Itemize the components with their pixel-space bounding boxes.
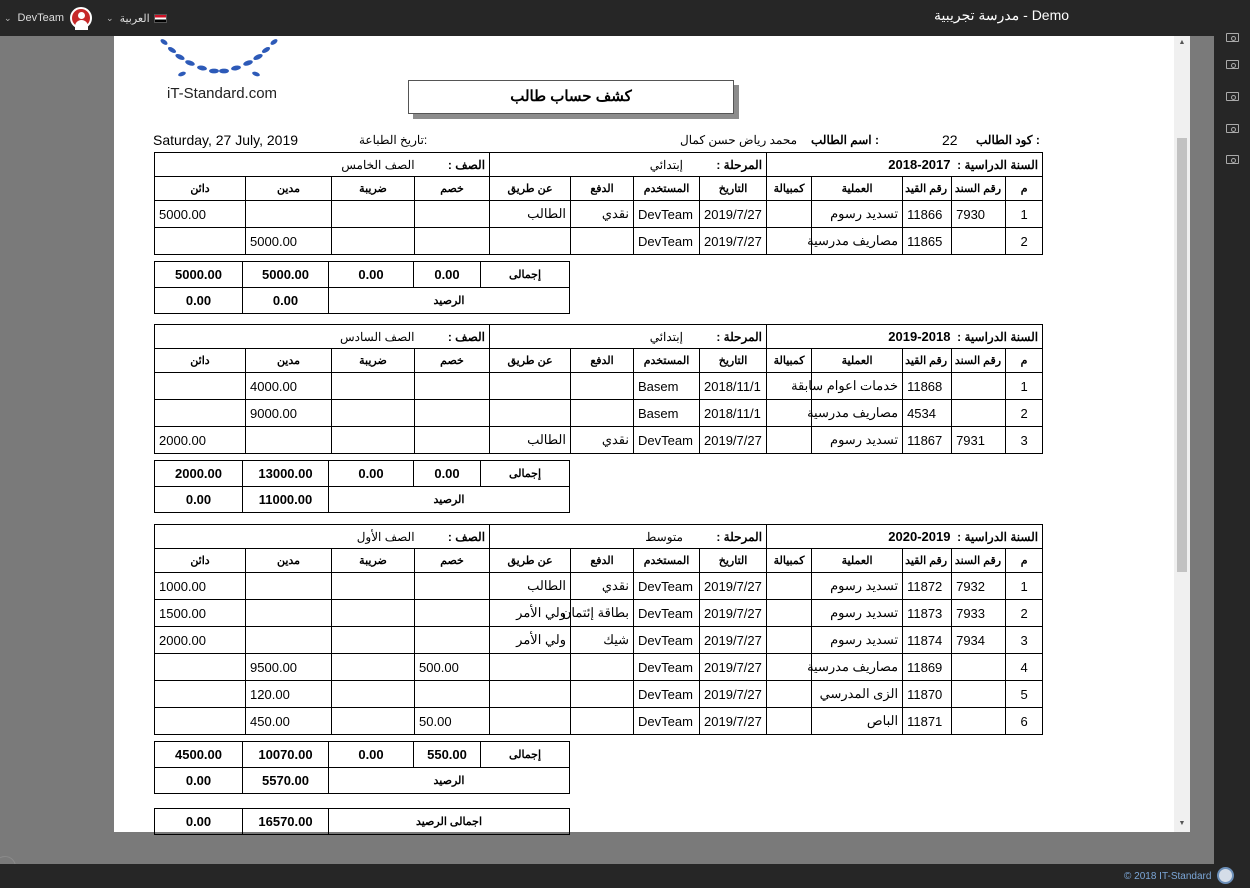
column-header-user: المستخدم	[634, 177, 700, 201]
language-chevron-icon[interactable]: ⌄	[106, 12, 114, 23]
column-header-via: عن طريق	[490, 549, 571, 573]
cell-op: تسديد رسوم	[812, 573, 903, 600]
money-icon[interactable]	[1226, 124, 1239, 133]
cell-bond: 7932	[952, 573, 1006, 600]
cell-date: 2019/7/27	[700, 681, 767, 708]
cell-entry: 11865	[903, 228, 952, 255]
table-row	[155, 654, 1043, 681]
total-debit: 13000.00	[243, 461, 329, 487]
cell-user: DevTeam	[634, 627, 700, 654]
total-credit: 4500.00	[155, 742, 243, 768]
scrollbar-thumb[interactable]	[1177, 138, 1187, 572]
cell-disc	[415, 373, 490, 400]
cell-date: 2019/7/27	[700, 201, 767, 228]
column-header-date: التاريخ	[700, 349, 767, 373]
report-page	[114, 36, 1174, 832]
user-menu-chevron-icon[interactable]: ⌄	[4, 12, 12, 23]
cell-via	[490, 400, 571, 427]
column-header-via: عن طريق	[490, 349, 571, 373]
year-label: السنة الدراسية :	[957, 530, 1039, 544]
balance-credit: 0.00	[155, 768, 243, 794]
cell-debit: 9000.00	[246, 400, 332, 427]
balance-credit: 0.00	[155, 487, 243, 513]
company-logo-icon	[1217, 867, 1234, 884]
cell-via	[490, 654, 571, 681]
table-row	[155, 373, 1043, 400]
cell-via: الطالب	[490, 573, 571, 600]
cell-bond	[952, 681, 1006, 708]
grade-value: الصف الأول	[356, 529, 415, 544]
table-row	[155, 400, 1043, 427]
cell-tax	[332, 228, 415, 255]
cell-bill	[767, 228, 812, 255]
money-icon[interactable]	[1226, 155, 1239, 164]
total-debit: 5000.00	[243, 262, 329, 288]
cell-bond: 7930	[952, 201, 1006, 228]
cell-m: 6	[1006, 708, 1043, 735]
cell-credit: 1500.00	[155, 600, 246, 627]
cell-via	[490, 681, 571, 708]
total-discount: 550.00	[414, 742, 481, 768]
cell-user: DevTeam	[634, 201, 700, 228]
balance-label: الرصيد	[329, 288, 570, 314]
cell-pay	[571, 373, 634, 400]
table-row	[155, 708, 1043, 735]
stage-value: متوسط	[645, 529, 683, 544]
cell-disc	[415, 228, 490, 255]
cell-date: 2019/7/27	[700, 600, 767, 627]
table-row	[155, 627, 1043, 654]
column-header-bond: رقم السند	[952, 349, 1006, 373]
cell-m: 3	[1006, 627, 1043, 654]
cell-date: 2019/7/27	[700, 228, 767, 255]
column-header-row	[155, 549, 1043, 573]
grade-value: الصف السادس	[340, 329, 415, 344]
column-header-user: المستخدم	[634, 349, 700, 373]
print-date-label: تاريخ الطباعة:	[359, 133, 428, 147]
total-tax: 0.00	[329, 262, 414, 288]
cell-user: DevTeam	[634, 228, 700, 255]
column-header-credit: دائن	[155, 549, 246, 573]
cell-debit: 5000.00	[246, 228, 332, 255]
cell-credit: 1000.00	[155, 573, 246, 600]
cell-bond: 7934	[952, 627, 1006, 654]
cell-user: DevTeam	[634, 600, 700, 627]
cell-debit	[246, 427, 332, 454]
year-section-table	[154, 152, 1043, 255]
cell-via: الطالب	[490, 427, 571, 454]
user-area	[4, 0, 167, 36]
cell-tax	[332, 201, 415, 228]
cell-entry: 4534	[903, 400, 952, 427]
cell-debit: 9500.00	[246, 654, 332, 681]
cell-date: 2019/7/27	[700, 654, 767, 681]
year-value: 2017-2018	[888, 157, 951, 172]
totals-row	[155, 262, 570, 288]
section-summary-table	[154, 460, 570, 513]
cell-pay	[571, 708, 634, 735]
cell-pay: شيك	[571, 627, 634, 654]
column-header-disc: خصم	[415, 177, 490, 201]
cell-debit: 4000.00	[246, 373, 332, 400]
cell-bond	[952, 400, 1006, 427]
cell-date: 2019/7/27	[700, 627, 767, 654]
cell-tax	[332, 573, 415, 600]
column-header-m: م	[1006, 349, 1043, 373]
money-icon[interactable]	[1226, 60, 1239, 69]
cell-user: DevTeam	[634, 427, 700, 454]
balance-credit: 0.00	[155, 288, 243, 314]
column-header-pay: الدفع	[571, 549, 634, 573]
balance-row	[155, 487, 570, 513]
cell-bill	[767, 201, 812, 228]
grand-total-credit: 0.00	[155, 809, 243, 835]
cell-tax	[332, 373, 415, 400]
balance-label: الرصيد	[329, 768, 570, 794]
balance-label: الرصيد	[329, 487, 570, 513]
print-date: Saturday, 27 July, 2019	[153, 132, 299, 148]
student-name: محمد رياض حسن كمال	[680, 133, 797, 147]
balance-debit: 5570.00	[243, 768, 329, 794]
cell-pay	[571, 400, 634, 427]
grade-cell	[155, 153, 490, 177]
grand-total-table	[154, 808, 570, 835]
cell-m: 4	[1006, 654, 1043, 681]
year-label: السنة الدراسية :	[957, 330, 1039, 344]
scroll-down-arrow-icon[interactable]: ▼	[1178, 820, 1186, 827]
cell-via: الطالب	[490, 201, 571, 228]
column-header-row	[155, 349, 1043, 373]
cell-via	[490, 228, 571, 255]
cell-bill	[767, 427, 812, 454]
cell-op: مصاريف مدرسية	[812, 400, 903, 427]
column-header-m: م	[1006, 549, 1043, 573]
totals-row	[155, 461, 570, 487]
right-side-panel	[1214, 36, 1250, 864]
cell-tax	[332, 681, 415, 708]
year-value: 2019-2020	[888, 529, 951, 544]
stage-value: إبتدائي	[649, 157, 683, 172]
cell-user: Basem	[634, 373, 700, 400]
cell-bill	[767, 654, 812, 681]
column-header-disc: خصم	[415, 349, 490, 373]
section-info-row	[155, 325, 1043, 349]
cell-entry: 11866	[903, 201, 952, 228]
column-header-debit: مدين	[246, 349, 332, 373]
cell-m: 3	[1006, 427, 1043, 454]
totals-row	[155, 742, 570, 768]
cell-user: DevTeam	[634, 573, 700, 600]
student-name-label: اسم الطالب :	[811, 133, 879, 147]
cell-entry: 11868	[903, 373, 952, 400]
vertical-scrollbar[interactable]	[1174, 36, 1190, 832]
cell-op: تسديد رسوم	[812, 600, 903, 627]
table-row	[155, 600, 1043, 627]
cell-user: DevTeam	[634, 654, 700, 681]
cell-op: الزى المدرسي	[812, 681, 903, 708]
cell-tax	[332, 600, 415, 627]
copyright-text: © 2018 IT-Standard	[1124, 871, 1212, 882]
cell-via	[490, 373, 571, 400]
column-header-entry: رقم القيد	[903, 349, 952, 373]
balance-debit: 0.00	[243, 288, 329, 314]
column-header-date: التاريخ	[700, 177, 767, 201]
cell-bill	[767, 400, 812, 427]
cell-bond	[952, 373, 1006, 400]
cell-debit	[246, 201, 332, 228]
column-header-bond: رقم السند	[952, 177, 1006, 201]
cell-pay	[571, 654, 634, 681]
cell-op: تسديد رسوم	[812, 201, 903, 228]
total-label: إجمالى	[481, 742, 570, 768]
balance-row	[155, 768, 570, 794]
cell-bill	[767, 627, 812, 654]
cell-credit	[155, 228, 246, 255]
cell-op: مصاريف مدرسية	[812, 654, 903, 681]
cell-m: 1	[1006, 373, 1043, 400]
column-header-op: العملية	[812, 549, 903, 573]
column-header-pay: الدفع	[571, 177, 634, 201]
cell-tax	[332, 654, 415, 681]
column-header-tax: ضريبة	[332, 549, 415, 573]
money-icon[interactable]	[1226, 92, 1239, 101]
grand-total-debit: 16570.00	[243, 809, 329, 835]
column-header-bill: كمبيالة	[767, 349, 812, 373]
report-viewer	[0, 36, 1214, 864]
cell-tax	[332, 708, 415, 735]
stage-label: المرحلة :	[716, 157, 763, 172]
table-row	[155, 573, 1043, 600]
cell-bond	[952, 708, 1006, 735]
cell-entry: 11873	[903, 600, 952, 627]
cell-bond	[952, 654, 1006, 681]
column-header-via: عن طريق	[490, 177, 571, 201]
grand-total-label: اجمالى الرصيد	[329, 809, 570, 835]
cell-credit	[155, 654, 246, 681]
student-code: 22	[942, 132, 958, 148]
table-row	[155, 681, 1043, 708]
cell-disc	[415, 627, 490, 654]
stage-value: إبتدائي	[649, 329, 683, 344]
cell-debit	[246, 600, 332, 627]
cell-entry: 11871	[903, 708, 952, 735]
column-header-row	[155, 177, 1043, 201]
footer-bar	[0, 864, 1250, 888]
year-section-table	[154, 524, 1043, 735]
cell-disc	[415, 201, 490, 228]
language-selector[interactable]: العربية	[119, 12, 150, 25]
column-header-m: م	[1006, 177, 1043, 201]
cell-entry: 11872	[903, 573, 952, 600]
cell-user: DevTeam	[634, 681, 700, 708]
cell-op: تسديد رسوم	[812, 427, 903, 454]
grade-cell	[155, 325, 490, 349]
cell-date: 2018/11/1	[700, 373, 767, 400]
cell-bond: 7931	[952, 427, 1006, 454]
user-avatar[interactable]	[70, 7, 92, 29]
total-credit: 2000.00	[155, 461, 243, 487]
cell-date: 2018/11/1	[700, 400, 767, 427]
cell-pay	[571, 228, 634, 255]
cell-via: ولي الأمر	[490, 627, 571, 654]
cell-debit	[246, 573, 332, 600]
scroll-up-arrow-icon[interactable]: ▲	[1178, 39, 1186, 46]
total-label: إجمالى	[481, 461, 570, 487]
cell-debit: 120.00	[246, 681, 332, 708]
grade-label: الصف :	[447, 529, 486, 544]
section-info-row	[155, 525, 1043, 549]
cell-m: 1	[1006, 201, 1043, 228]
grade-label: الصف :	[447, 157, 486, 172]
cell-credit	[155, 708, 246, 735]
column-header-credit: دائن	[155, 177, 246, 201]
grade-value: الصف الخامس	[341, 157, 415, 172]
section-summary-table	[154, 741, 570, 794]
column-header-entry: رقم القيد	[903, 177, 952, 201]
year-cell	[767, 153, 1043, 177]
cell-bill	[767, 708, 812, 735]
cell-date: 2019/7/27	[700, 708, 767, 735]
cell-op: الباص	[812, 708, 903, 735]
cell-disc	[415, 400, 490, 427]
cell-via	[490, 708, 571, 735]
report-title: كشف حساب طالب	[408, 80, 734, 114]
cell-entry: 11870	[903, 681, 952, 708]
cell-tax	[332, 427, 415, 454]
column-header-entry: رقم القيد	[903, 549, 952, 573]
total-tax: 0.00	[329, 742, 414, 768]
cell-pay: نقدي	[571, 201, 634, 228]
money-icon[interactable]	[1226, 33, 1239, 42]
cell-m: 2	[1006, 600, 1043, 627]
column-header-credit: دائن	[155, 349, 246, 373]
cell-m: 2	[1006, 228, 1043, 255]
cell-tax	[332, 400, 415, 427]
cell-bond	[952, 228, 1006, 255]
column-header-pay: الدفع	[571, 349, 634, 373]
cell-credit: 2000.00	[155, 427, 246, 454]
year-cell	[767, 525, 1043, 549]
cell-disc: 500.00	[415, 654, 490, 681]
cell-op: مصاريف مدرسية	[812, 228, 903, 255]
column-header-debit: مدين	[246, 177, 332, 201]
cell-credit	[155, 373, 246, 400]
grade-label: الصف :	[447, 329, 485, 344]
cell-date: 2019/7/27	[700, 427, 767, 454]
cell-credit	[155, 400, 246, 427]
stage-cell	[490, 153, 767, 177]
cell-user: DevTeam	[634, 708, 700, 735]
cell-debit	[246, 627, 332, 654]
column-header-bill: كمبيالة	[767, 549, 812, 573]
column-header-user: المستخدم	[634, 549, 700, 573]
cell-disc	[415, 681, 490, 708]
year-value: 2018-2019	[888, 329, 951, 344]
cell-m: 5	[1006, 681, 1043, 708]
total-label: إجمالى	[481, 262, 570, 288]
year-section-table	[154, 324, 1043, 454]
stage-cell	[490, 325, 767, 349]
cell-op: تسديد رسوم	[812, 627, 903, 654]
cell-bill	[767, 681, 812, 708]
cell-bill	[767, 573, 812, 600]
balance-debit: 11000.00	[243, 487, 329, 513]
cell-date: 2019/7/27	[700, 573, 767, 600]
cell-credit	[155, 681, 246, 708]
laurel-wreath-logo	[144, 36, 294, 82]
total-discount: 0.00	[414, 262, 481, 288]
total-credit: 5000.00	[155, 262, 243, 288]
column-header-bill: كمبيالة	[767, 177, 812, 201]
total-debit: 10070.00	[243, 742, 329, 768]
year-label: السنة الدراسية :	[957, 158, 1039, 172]
stage-cell	[490, 525, 767, 549]
cell-disc	[415, 573, 490, 600]
cell-entry: 11867	[903, 427, 952, 454]
cell-via: ولي الأمر	[490, 600, 571, 627]
cell-user: Basem	[634, 400, 700, 427]
cell-credit: 5000.00	[155, 201, 246, 228]
section-summary-table	[154, 261, 570, 314]
cell-op: خدمات اعوام سابقة	[812, 373, 903, 400]
cell-tax	[332, 627, 415, 654]
cell-entry: 11874	[903, 627, 952, 654]
cell-pay	[571, 681, 634, 708]
cell-pay: بطاقة إئتمان	[571, 600, 634, 627]
column-header-op: العملية	[812, 177, 903, 201]
column-header-tax: ضريبة	[332, 177, 415, 201]
cell-bill	[767, 600, 812, 627]
cell-pay: نقدي	[571, 573, 634, 600]
year-cell	[767, 325, 1043, 349]
column-header-debit: مدين	[246, 549, 332, 573]
table-row	[155, 201, 1043, 228]
stage-label: المرحلة :	[716, 329, 763, 344]
column-header-op: العملية	[812, 349, 903, 373]
column-header-disc: خصم	[415, 549, 490, 573]
cell-entry: 11869	[903, 654, 952, 681]
cell-disc: 50.00	[415, 708, 490, 735]
cell-debit: 450.00	[246, 708, 332, 735]
cell-bond: 7933	[952, 600, 1006, 627]
column-header-date: التاريخ	[700, 549, 767, 573]
user-name[interactable]: DevTeam	[17, 12, 65, 24]
cell-m: 1	[1006, 573, 1043, 600]
column-header-bond: رقم السند	[952, 549, 1006, 573]
total-tax: 0.00	[329, 461, 414, 487]
cell-m: 2	[1006, 400, 1043, 427]
logo-text: iT-Standard.com	[167, 85, 278, 102]
cell-disc	[415, 427, 490, 454]
total-discount: 0.00	[414, 461, 481, 487]
grade-cell	[155, 525, 490, 549]
student-code-label: كود الطالب :	[976, 133, 1040, 147]
table-row	[155, 427, 1043, 454]
balance-row	[155, 288, 570, 314]
column-header-tax: ضريبة	[332, 349, 415, 373]
cell-credit: 2000.00	[155, 627, 246, 654]
section-info-row	[155, 153, 1043, 177]
app-title: مدرسة تجريبية - Demo	[934, 7, 1070, 23]
top-bar	[0, 0, 1250, 36]
cell-pay: نقدي	[571, 427, 634, 454]
egypt-flag-icon	[154, 14, 167, 23]
table-row	[155, 228, 1043, 255]
stage-label: المرحلة :	[716, 529, 763, 544]
cell-disc	[415, 600, 490, 627]
